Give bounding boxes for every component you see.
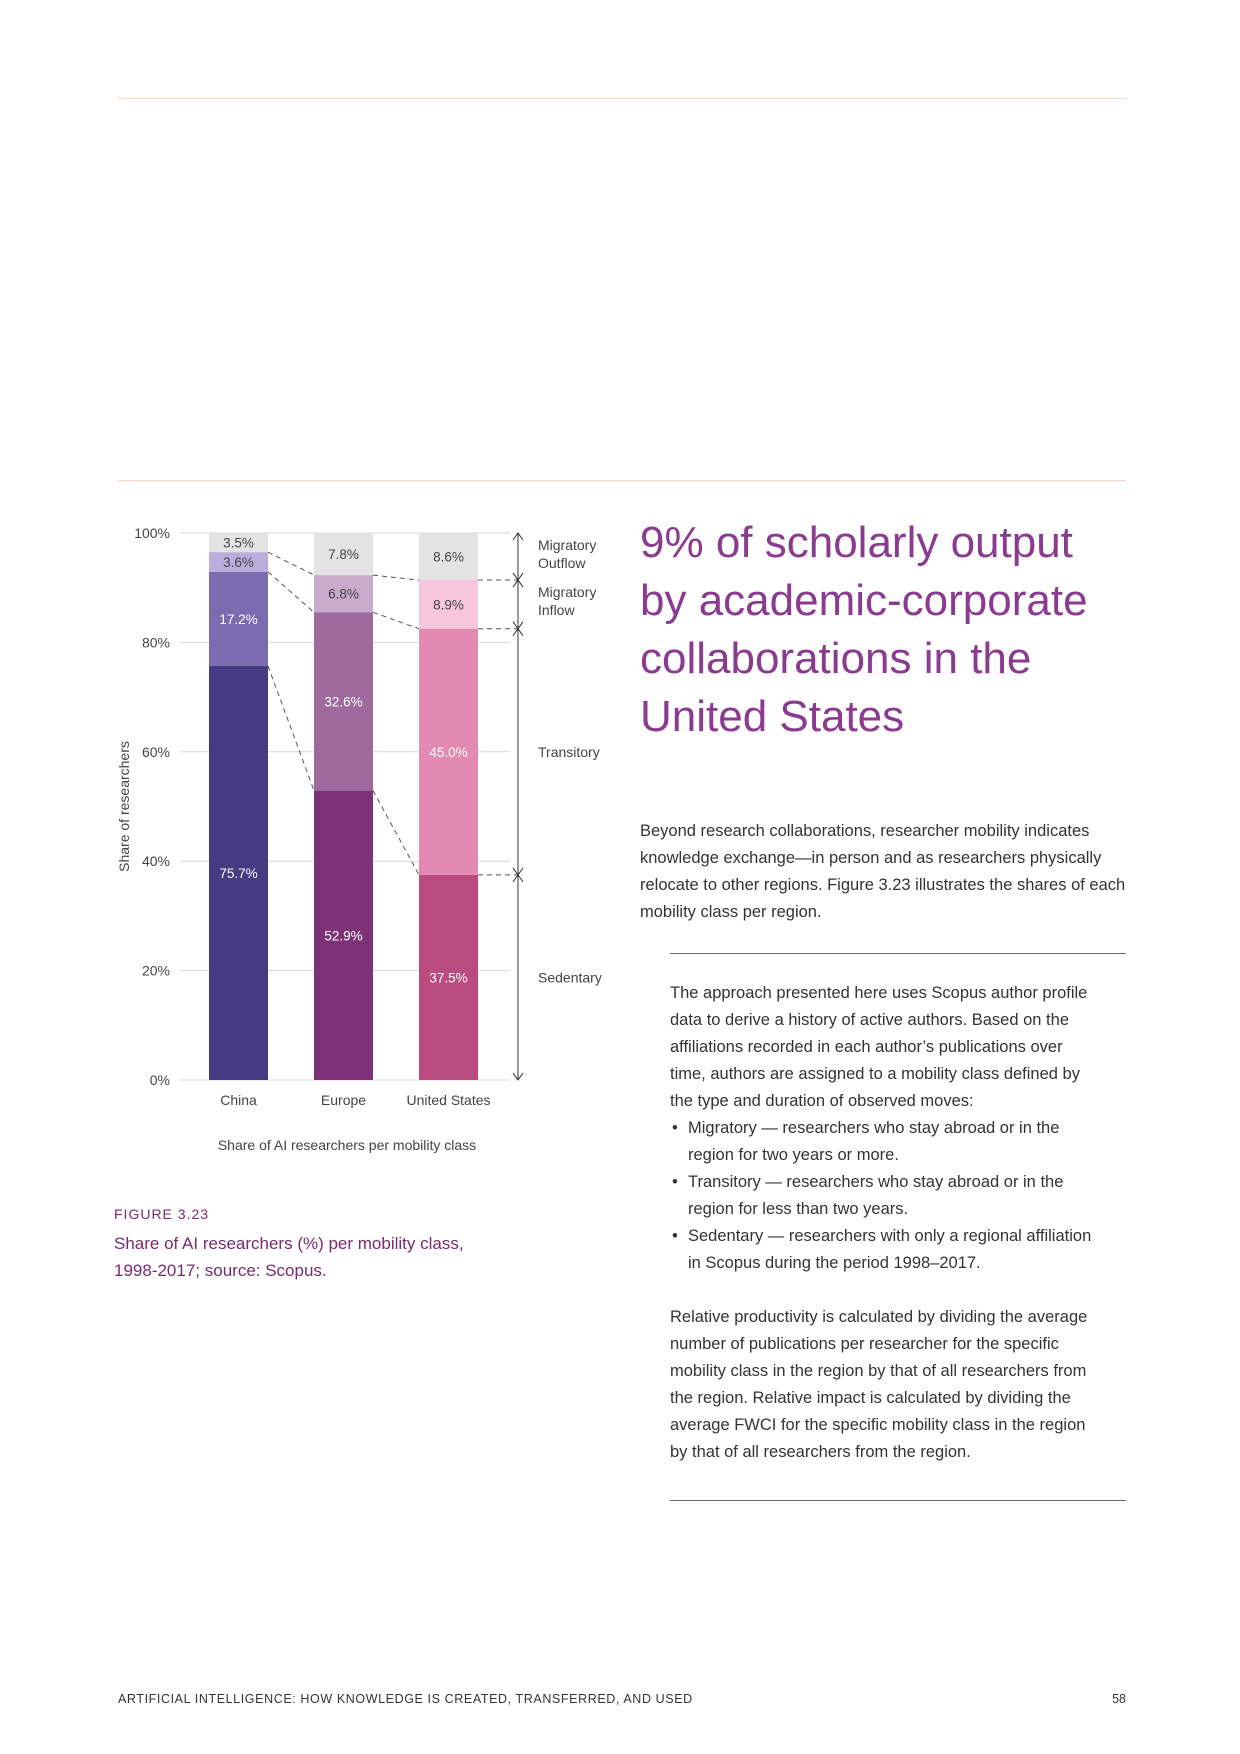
mobility-class-list [670,1115,1100,1277]
y-tick-label-40: 40% [141,853,170,870]
data-label-united-states-sedentary: 37.5% [429,970,468,986]
intro-paragraph: Beyond research collaborations, researcher mobility indicates knowledge exchange—in person and as researchers physically relocate to other regions. Figure 3.23 illustrates the shares of each mobility class per region. [640,822,1126,921]
figure-caption-line1: Share of AI researchers (%) per mobility class, [114,1234,464,1253]
y-tick-label-80: 80% [141,634,170,651]
legend-label-migratory-inflow-0: Migratory [538,584,597,601]
data-label-europe-migratory-inflow: 6.8% [328,586,359,602]
x-tick-label-europe: Europe [320,1092,367,1108]
data-label-china-transitory: 17.2% [219,611,258,627]
data-label-china-sedentary: 75.7% [219,865,258,881]
connector-sedentary-1 [373,791,419,875]
legend-label-migratory-outflow-0: Migratory [538,537,597,553]
legend-label-sedentary-0: Sedentary [538,969,602,986]
y-tick-label-60: 60% [141,743,170,760]
list-item-migratory: • Migratory — researchers who stay abroad or in the region for two years or more. [670,1115,1100,1169]
headline-line3: collaborations in the [640,634,1032,683]
headline [640,514,1130,746]
list-item-sedentary: • Sedentary — researchers with only a regional affiliation in Scopus during the period 1998–2017. [670,1223,1100,1277]
legend-label-migratory-inflow-1: Inflow [538,602,575,619]
connector-transitory-1 [373,612,419,628]
y-tick-label-100: 100% [134,525,170,541]
data-label-europe-migratory-outflow: 7.8% [328,546,359,562]
y-tick-label-0: 0% [149,1072,170,1088]
data-label-united-states-migratory-inflow: 8.9% [433,597,464,613]
connector-migratory-inflow-0 [268,552,314,575]
bracket-layer [513,533,602,1080]
mobility-stacked-bar-chart [0,0,640,1170]
methodology-paragraph-2: Relative productivity is calculated by dividing the average number of publications per researcher for the specific mobility class in the region by that of all researchers from the region. Relative impact is calculated by dividing the average FWCI for the specific mobility class in the region by that of all researchers from the region. [670,1308,1088,1461]
footer-title: ARTIFICIAL INTELLIGENCE: HOW KNOWLEDGE IS CREATED, TRANSFERRED, AND USED [118,1692,693,1706]
x-axis-title: Share of AI researchers per mobility class [217,1137,477,1153]
connector-sedentary-0 [268,666,314,791]
legend-label-migratory-outflow-1: Outflow [538,555,586,571]
box-bottom-rule [670,1500,1126,1501]
connector-transitory-0 [268,572,314,612]
y-tick-label-20: 20% [141,962,170,979]
methodology-paragraph-1: The approach presented here uses Scopus author profile data to derive a history of active authors. Based on the affiliations recorded in each author’s publications over time, authors are assigned to a mobility class defined by the type and duration of observed moves: [670,984,1088,1110]
data-label-united-states-transitory: 45.0% [429,744,468,760]
x-tick-label-china: China [220,1092,257,1108]
y-axis-title: Share of researchers [116,741,132,872]
data-label-europe-transitory: 32.6% [324,694,363,710]
data-label-china-migratory-inflow: 3.6% [223,554,254,570]
list-item-transitory: • Transitory — researchers who stay abroad or in the region for less than two years. [670,1169,1100,1223]
box-top-rule [670,953,1126,954]
headline-line2: by academic-corporate [640,576,1088,625]
paragraph-gap [670,1277,1100,1304]
data-label-united-states-migratory-outflow: 8.6% [433,549,464,565]
data-label-china-migratory-outflow: 3.5% [223,535,254,551]
page-number: 58 [1112,1692,1126,1706]
connector-migratory-inflow-1 [373,575,419,580]
headline-line1: 9% of scholarly output [640,518,1073,567]
figure-caption [114,1230,494,1284]
data-label-europe-sedentary: 52.9% [324,928,363,944]
x-tick-label-united-states: United States [406,1092,491,1108]
headline-line4: United States [640,692,905,741]
methodology-box [670,980,1100,1466]
legend-label-transitory-0: Transitory [538,743,600,760]
connector-layer [268,549,518,875]
figure-label: FIGURE 3.23 [114,1206,210,1222]
figure-caption-line2: 1998-2017; source: Scopus. [114,1261,327,1280]
